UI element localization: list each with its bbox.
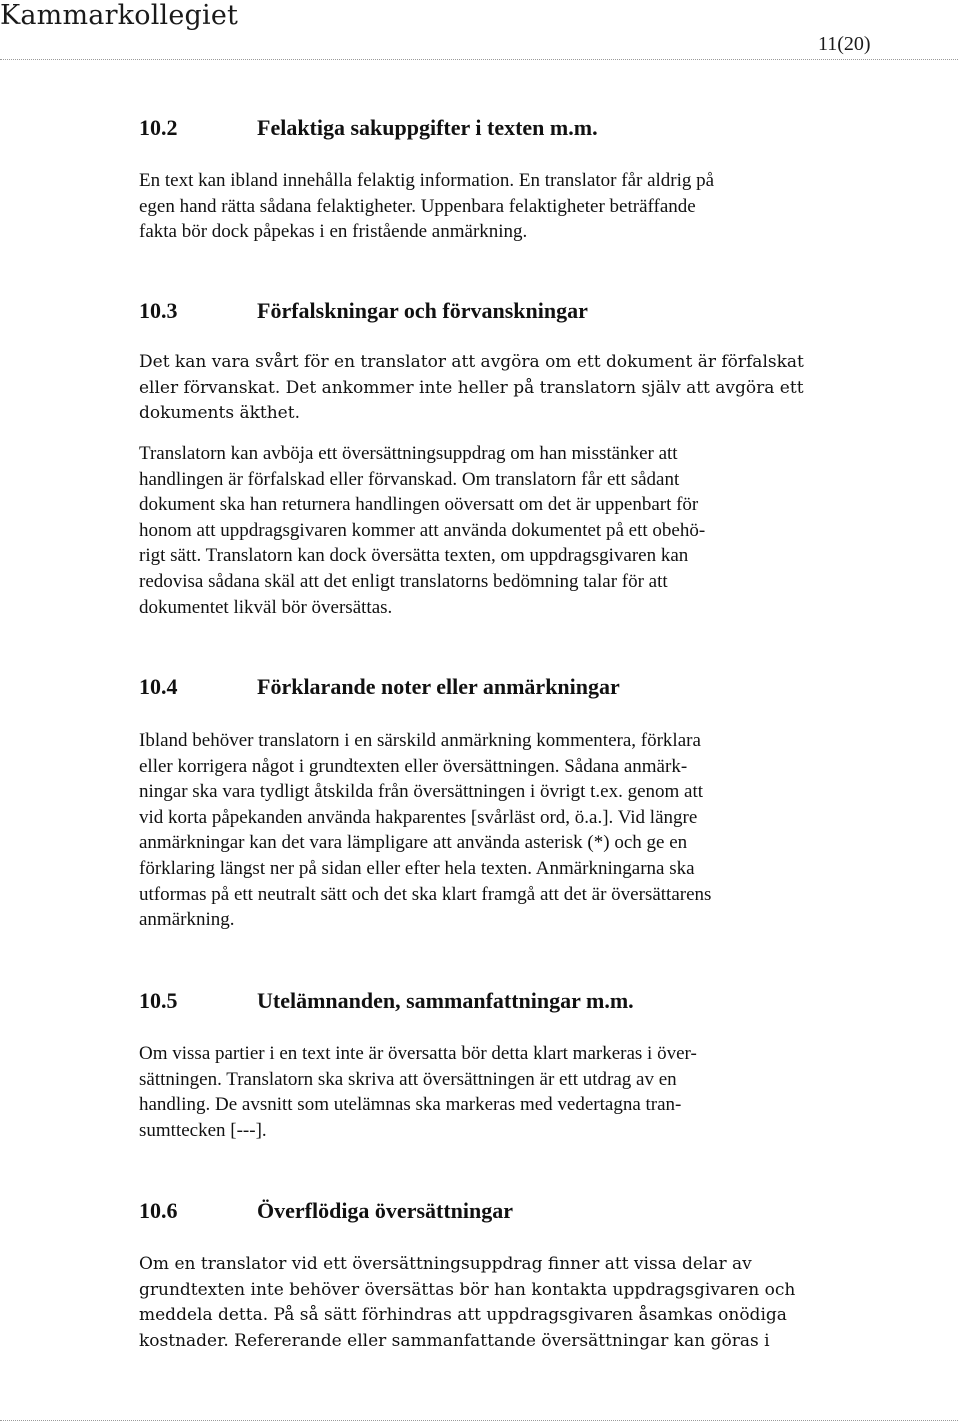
text-line: fakta bör dock påpekas i en fristående anmärkning. [139,221,528,243]
text-line: handling. De avsnitt som utelämnas ska markeras med vedertagna tran- [139,1094,682,1116]
section-number: 10.2 [139,115,178,140]
text-line: dokument ska han returnera handlingen oöversatt om det är uppenbart för [139,494,699,516]
text-line: dokuments äkthet. [139,403,300,424]
text-line: handlingen är förfalskad eller förvanskad. Om translatorn får ett sådant [139,468,680,490]
text-line: Translatorn kan avböja ett översättningsuppdrag om han misstänker att [139,443,678,464]
text-line: sättningen. Translatorn ska skriva att översättningen är ett utdrag av en [139,1068,677,1090]
text-line: kostnader. Refererande eller sammanfattande översättningar kan göras i [139,1330,770,1351]
section-title: Felaktiga sakuppgifter i texten m.m. [257,115,598,140]
section-number: 10.5 [139,988,178,1013]
text-line: ningar ska vara tydligt åtskilda från översättningen i övrigt t.ex. genom att [139,781,704,803]
section-title: Förklarande noter eller anmärkningar [257,674,620,699]
text-line: redovisa sådana skäl att det enligt translatorns bedömning talar för att [139,570,668,592]
paragraph-10-6-1 [139,1252,829,1354]
section-number: 10.4 [139,674,178,699]
text-line: anmärkningar kan det vara lämpligare att använda asterisk (*) och ge en [139,832,688,854]
paragraph-10-3-1 [139,350,829,427]
paragraph-10-3-2 [139,441,829,620]
text-line: dokumentet likväl bör översättas. [139,596,393,618]
paragraph-10-5-1 [139,1041,829,1143]
section-title: Förfalskningar och förvanskningar [257,298,588,323]
section-number: 10.3 [139,298,178,323]
text-line: förklaring längst ner på sidan eller efter hela texten. Anmärkningarna ska [139,857,695,879]
section-title: Överflödiga översättningar [257,1198,514,1223]
text-line: eller förvanskat. Det ankommer inte heller på translatorn själv att avgöra ett [139,377,804,398]
footer-divider [0,1420,958,1421]
text-line: egen hand rätta sådana felaktigheter. Uppenbara felaktigheter beträffande [139,195,696,217]
text-line: vid korta påpekanden använda hakparentes [svårläst ord, ö.a.]. Vid längre [139,806,698,828]
text-line: anmärkning. [139,909,235,931]
text-line: grundtexten inte behöver översättas bör han kontakta uppdragsgivaren och [139,1279,796,1300]
text-line: utformas på ett neutralt sätt och det ska klart framgå att det är översättarens [139,883,712,905]
text-line: eller korrigera något i grundtexten eller översättningen. Sådana anmärk- [139,755,688,777]
text-line: Ibland behöver translatorn i en särskild anmärkning kommentera, förklara [139,730,701,751]
section-number: 10.6 [139,1198,178,1223]
text-line: Det kan vara svårt för en translator att avgöra om ett dokument är förfalskat [139,352,804,372]
paragraph-10-4-1 [139,728,829,933]
text-line: meddela detta. På så sätt förhindras att uppdragsgivaren åsamkas onödiga [139,1305,787,1326]
logo: Kammarkollegiet [0,0,239,31]
text-line: rigt sätt. Translatorn kan dock översätta texten, om uppdragsgivaren kan [139,545,689,567]
paragraph-10-2-1 [139,168,829,245]
header-divider [0,59,958,60]
section-title: Utelämnanden, sammanfattningar m.m. [257,988,634,1013]
text-line: sumttecken [---]. [139,1119,267,1141]
text-line: Om en translator vid ett översättningsuppdrag finner att vissa delar av [139,1254,752,1274]
page-number: 11(20) [818,33,871,55]
text-line: En text kan ibland innehålla felaktig information. En translator får aldrig på [139,170,715,191]
text-line: honom att uppdragsgivaren kommer att använda dokumentet på ett obehö- [139,519,706,541]
text-line: Om vissa partier i en text inte är översatta bör detta klart markeras i över- [139,1043,697,1064]
